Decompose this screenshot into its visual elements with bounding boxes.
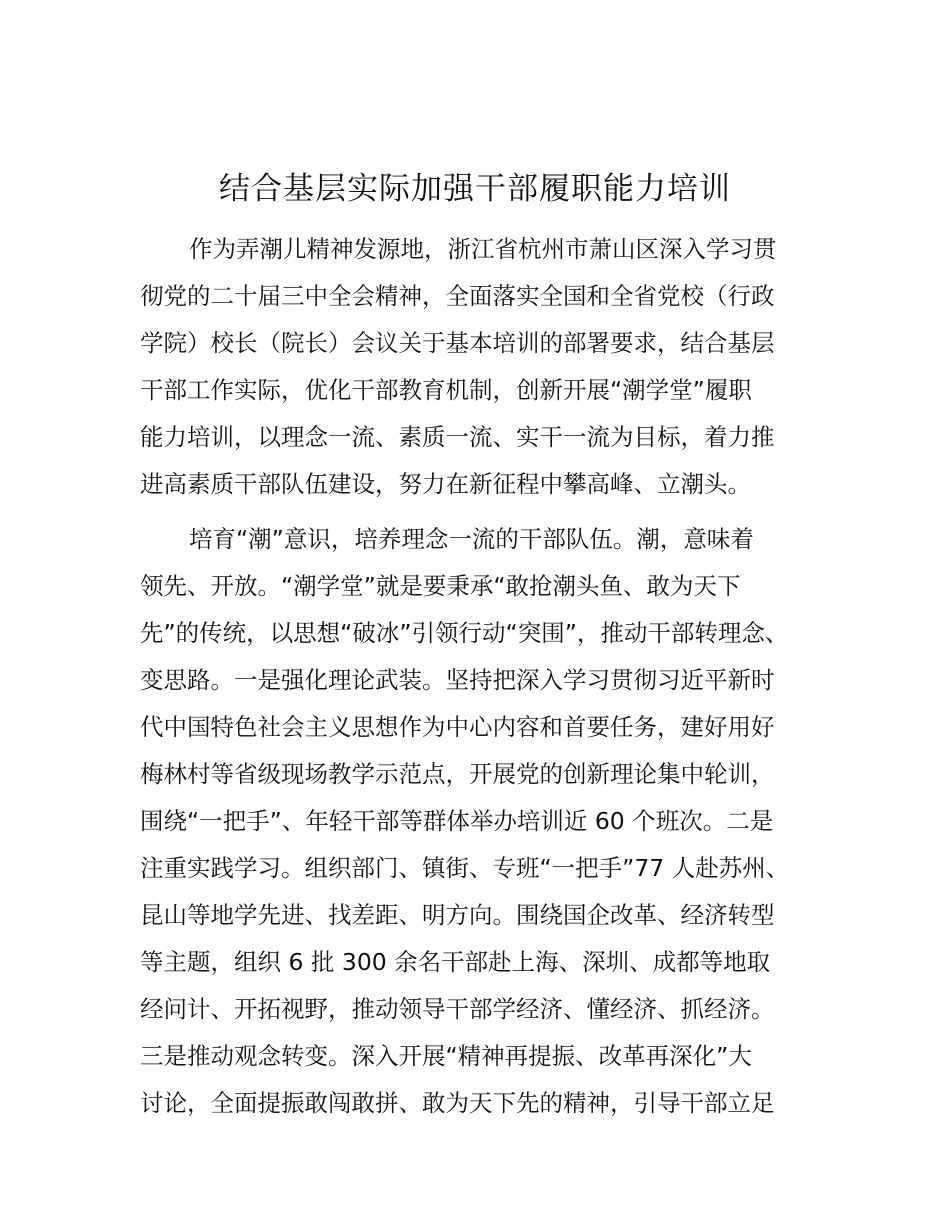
paragraph-line: 干部工作实际，优化干部教育机制，创新开展“潮学堂”履职	[140, 376, 752, 404]
paragraph-line: 领先、开放。“潮学堂”就是要秉承“敢抢潮头鱼、敢为天下	[140, 572, 741, 600]
paragraph-line: 三是推动观念转变。深入开展“精神再提振、改革再深化”大	[140, 1042, 752, 1070]
document-title: 结合基层实际加强干部履职能力培训	[219, 171, 731, 207]
paragraph-intro	[140, 226, 820, 508]
document-body	[140, 226, 820, 1127]
paragraph-line: 代中国特色社会主义思想作为中心内容和首要任务，建好用好	[140, 713, 775, 741]
paragraph-line: 培育“潮”意识，培养理念一流的干部队伍。潮，意味着	[189, 525, 754, 553]
paragraph-line: 先”的传统，以思想“破冰”引领行动“突围”，推动干部转理念、	[140, 619, 789, 647]
paragraph-line: 等主题，组织 6 批 300 余名干部赴上海、深圳、成都等地取	[140, 948, 771, 976]
paragraph-line: 作为弄潮儿精神发源地，浙江省杭州市萧山区深入学习贯	[189, 235, 777, 263]
paragraph-line: 注重实践学习。组织部门、镇街、专班“一把手”77 人赴苏州、	[140, 854, 790, 882]
paragraph-line: 彻党的二十届三中全会精神，全面落实全国和全省党校（行政	[140, 282, 775, 310]
paragraph-line: 学院）校长（院长）会议关于基本培训的部署要求，结合基层	[140, 329, 775, 357]
paragraph-spacer	[140, 508, 820, 516]
paragraph-line: 经问计、开拓视野，推动领导干部学经济、懂经济、抓经济。	[140, 995, 775, 1023]
paragraph-line: 讨论，全面提振敢闯敢拼、敢为天下先的精神，引导干部立足	[140, 1089, 775, 1117]
paragraph-cultivate-awareness	[140, 516, 820, 1127]
paragraph-line: 围绕“一把手”、年轻干部等群体举办培训近 60 个班次。二是	[140, 807, 774, 835]
paragraph-line: 能力培训，以理念一流、素质一流、实干一流为目标，着力推	[140, 423, 775, 451]
paragraph-line: 变思路。一是强化理论武装。坚持把深入学习贯彻习近平新时	[140, 666, 775, 694]
paragraph-line: 进高素质干部队伍建设，努力在新征程中攀高峰、立潮头。	[140, 470, 751, 498]
paragraph-line: 昆山等地学先进、找差距、明方向。围绕国企改革、经济转型	[140, 901, 775, 929]
paragraph-line: 梅林村等省级现场教学示范点，开展党的创新理论集中轮训，	[140, 760, 775, 788]
